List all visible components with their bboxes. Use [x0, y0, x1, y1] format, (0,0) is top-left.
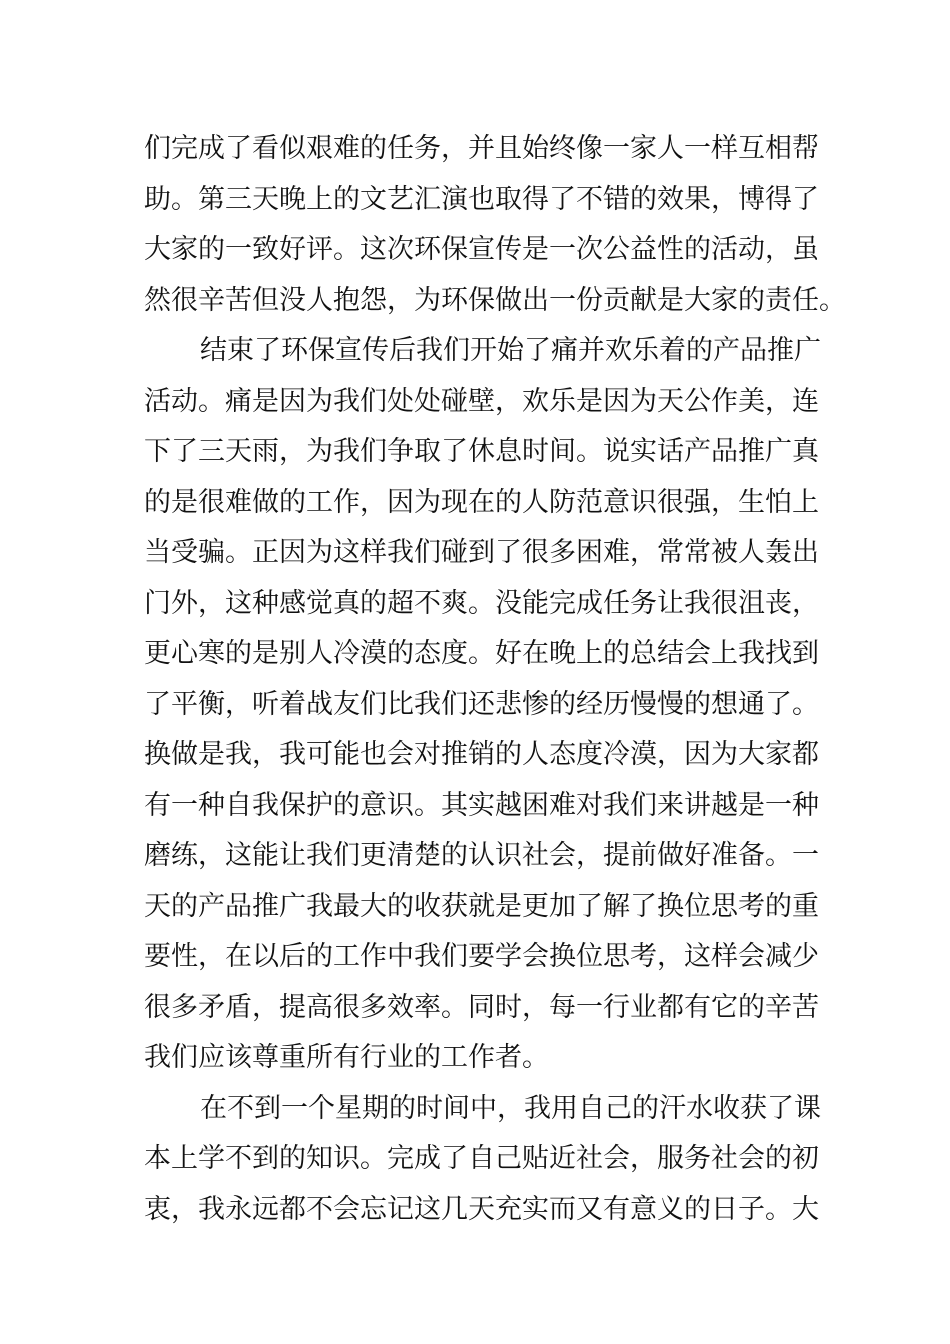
text-line: 们完成了看似艰难的任务，并且始终像一家人一样互相帮: [144, 133, 819, 164]
text-line: 大家的一致好评。这次环保宣传是一次公益性的活动，虽: [144, 234, 819, 265]
text-line: 衷，我永远都不会忘记这几天充实而又有意义的日子。大: [144, 1193, 819, 1225]
text-line: 本上学不到的知识。完成了自己贴近社会，服务社会的初: [144, 1143, 819, 1174]
text-line: 助。第三天晚上的文艺汇演也取得了不错的效果，博得了: [144, 183, 819, 215]
text-line: 活动。痛是因为我们处处碰壁，欢乐是因为天公作美，连: [144, 385, 819, 417]
text-line: 要性，在以后的工作中我们要学会换位思考，这样会减少: [144, 941, 819, 972]
text-line: 磨练，这能让我们更清楚的认识社会，提前做好准备。一: [144, 840, 819, 871]
text-line: 的是很难做的工作，因为现在的人防范意识很强，生怕上: [144, 486, 819, 518]
text-line: 当受骗。正因为这样我们碰到了很多困难，常常被人轰出: [144, 537, 819, 568]
text-line: 有一种自我保护的意识。其实越困难对我们来讲越是一种: [144, 789, 819, 821]
text-line: 更心寒的是别人冷漠的态度。好在晚上的总结会上我找到: [144, 638, 819, 669]
paragraph-2: [144, 326, 821, 1084]
text-line: 换做是我，我可能也会对推销的人态度冷漠，因为大家都: [144, 739, 819, 770]
text-line: 我们应该尊重所有行业的工作者。: [144, 1042, 549, 1073]
text-line: 天的产品推广我最大的收获就是更加了解了换位思考的重: [144, 890, 819, 922]
text-line: 很多矛盾，提高很多效率。同时，每一行业都有它的辛苦: [144, 991, 819, 1023]
text-line: 门外，这种感觉真的超不爽。没能完成任务让我很沮丧，: [144, 587, 819, 619]
text-line: 了平衡，听着战友们比我们还悲惨的经历慢慢的想通了。: [144, 688, 819, 720]
paragraph-1: [144, 124, 846, 326]
text-line: 下了三天雨，为我们争取了休息时间。说实话产品推广真: [144, 436, 819, 467]
text-line-first: 结束了环保宣传后我们开始了痛并欢乐着的产品推广: [200, 335, 821, 366]
text-line-first: 在不到一个星期的时间中，我用自己的汗水收获了课: [200, 1092, 821, 1124]
text-line: 然很辛苦但没人抱怨，为环保做出一份贡献是大家的责任。: [144, 284, 846, 316]
paragraph-3: [144, 1084, 821, 1236]
document-body: [144, 124, 846, 1235]
